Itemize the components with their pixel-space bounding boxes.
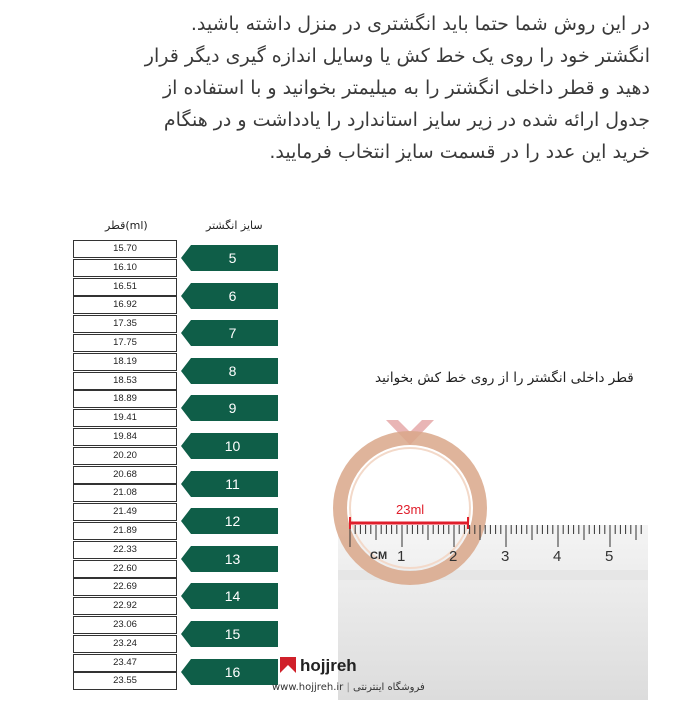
diameter-cell: 19.41 [73,409,177,427]
diameter-cell: 21.08 [73,484,177,502]
brand-site: www.hojjreh.ir [272,682,344,693]
measure-label: 23ml [396,502,425,517]
size-value: 15 [224,626,241,642]
ruler-number: 2 [449,548,458,565]
size-header: سایز انگشتر [206,219,263,232]
size-tag [181,471,278,497]
size-tag [181,546,278,572]
diameter-cell: 19.84 [73,428,177,446]
size-value: 11 [225,475,240,492]
ruler-unit-label: CM [370,550,388,562]
size-tag [181,320,278,346]
size-tag [181,621,278,647]
diameter-cell: 18.89 [73,390,177,408]
diameter-header: قطر(ml) [105,219,148,232]
instruction-line: خرید این عدد را در قسمت سایز انتخاب فرمایید. [269,141,650,163]
size-tag [181,583,278,609]
size-value: 12 [224,513,241,530]
diameter-cell: 21.89 [73,522,177,540]
diameter-cell: 23.24 [73,635,177,653]
diameter-cell: 17.35 [73,315,177,333]
size-value: 14 [224,588,241,605]
instruction-line: جدول ارائه شده در زیر سایز استاندارد را یادداشت و در هنگام [163,109,650,131]
diameter-cell: 16.10 [73,259,177,277]
size-value: 13 [224,550,241,567]
instruction-line: دهید و قطر داخلی انگشتر را به میلیمتر بخوانید و با استفاده از [163,77,650,99]
illustration-caption: قطر داخلی انگشتر را از روی خط کش بخوانید [375,370,634,386]
size-tag [181,358,278,384]
diameter-cell: 21.49 [73,503,177,521]
diameter-cell: 23.47 [73,654,177,672]
logo-mark-icon [280,657,296,673]
diameter-cell: 23.06 [73,616,177,634]
diameter-cell: 16.51 [73,278,177,296]
ruler-number: 5 [605,548,614,565]
size-value: 8 [228,362,237,379]
size-value: 10 [224,438,241,454]
diameter-cell: 18.53 [73,372,177,390]
size-tag [181,433,278,459]
size-value: 5 [228,250,237,266]
diameter-cell: 22.69 [73,578,177,596]
brand-tagline: فروشگاه اینترنتی [353,682,425,693]
size-value: 7 [228,325,237,342]
diameter-cell: 15.70 [73,240,177,258]
diameter-cell: 17.75 [73,334,177,352]
diameter-cell: 22.60 [73,560,177,578]
instruction-paragraph [60,8,650,168]
size-tag [181,245,278,271]
diameter-cell: 22.92 [73,597,177,615]
size-value: 9 [228,400,237,417]
ruler-number: 4 [553,548,562,565]
diameter-cell: 22.33 [73,541,177,559]
brand-footer: www.hojjreh.ir | فروشگاه اینترنتی [272,682,425,693]
diameter-cell: 23.55 [73,672,177,690]
diameter-cell: 18.19 [73,353,177,371]
diameter-cell: 20.68 [73,466,177,484]
size-value: 16 [224,663,241,680]
brand-name: hojjreh [300,656,357,675]
size-tag [181,283,278,309]
diameter-cell: 16.92 [73,296,177,314]
size-tag [181,659,278,685]
ruler-number: 3 [501,548,510,565]
instruction-line: انگشتر خود را روی یک خط کش یا وسایل اندازه گیری دیگر قرار [144,45,650,67]
size-tag [181,508,278,534]
ruler-number: 1 [397,548,406,565]
instruction-line: در این روش شما حتما باید انگشتری در منزل داشته باشید. [190,13,650,35]
size-value: 6 [228,287,237,304]
diameter-cell: 20.20 [73,447,177,465]
size-tag [181,395,278,421]
